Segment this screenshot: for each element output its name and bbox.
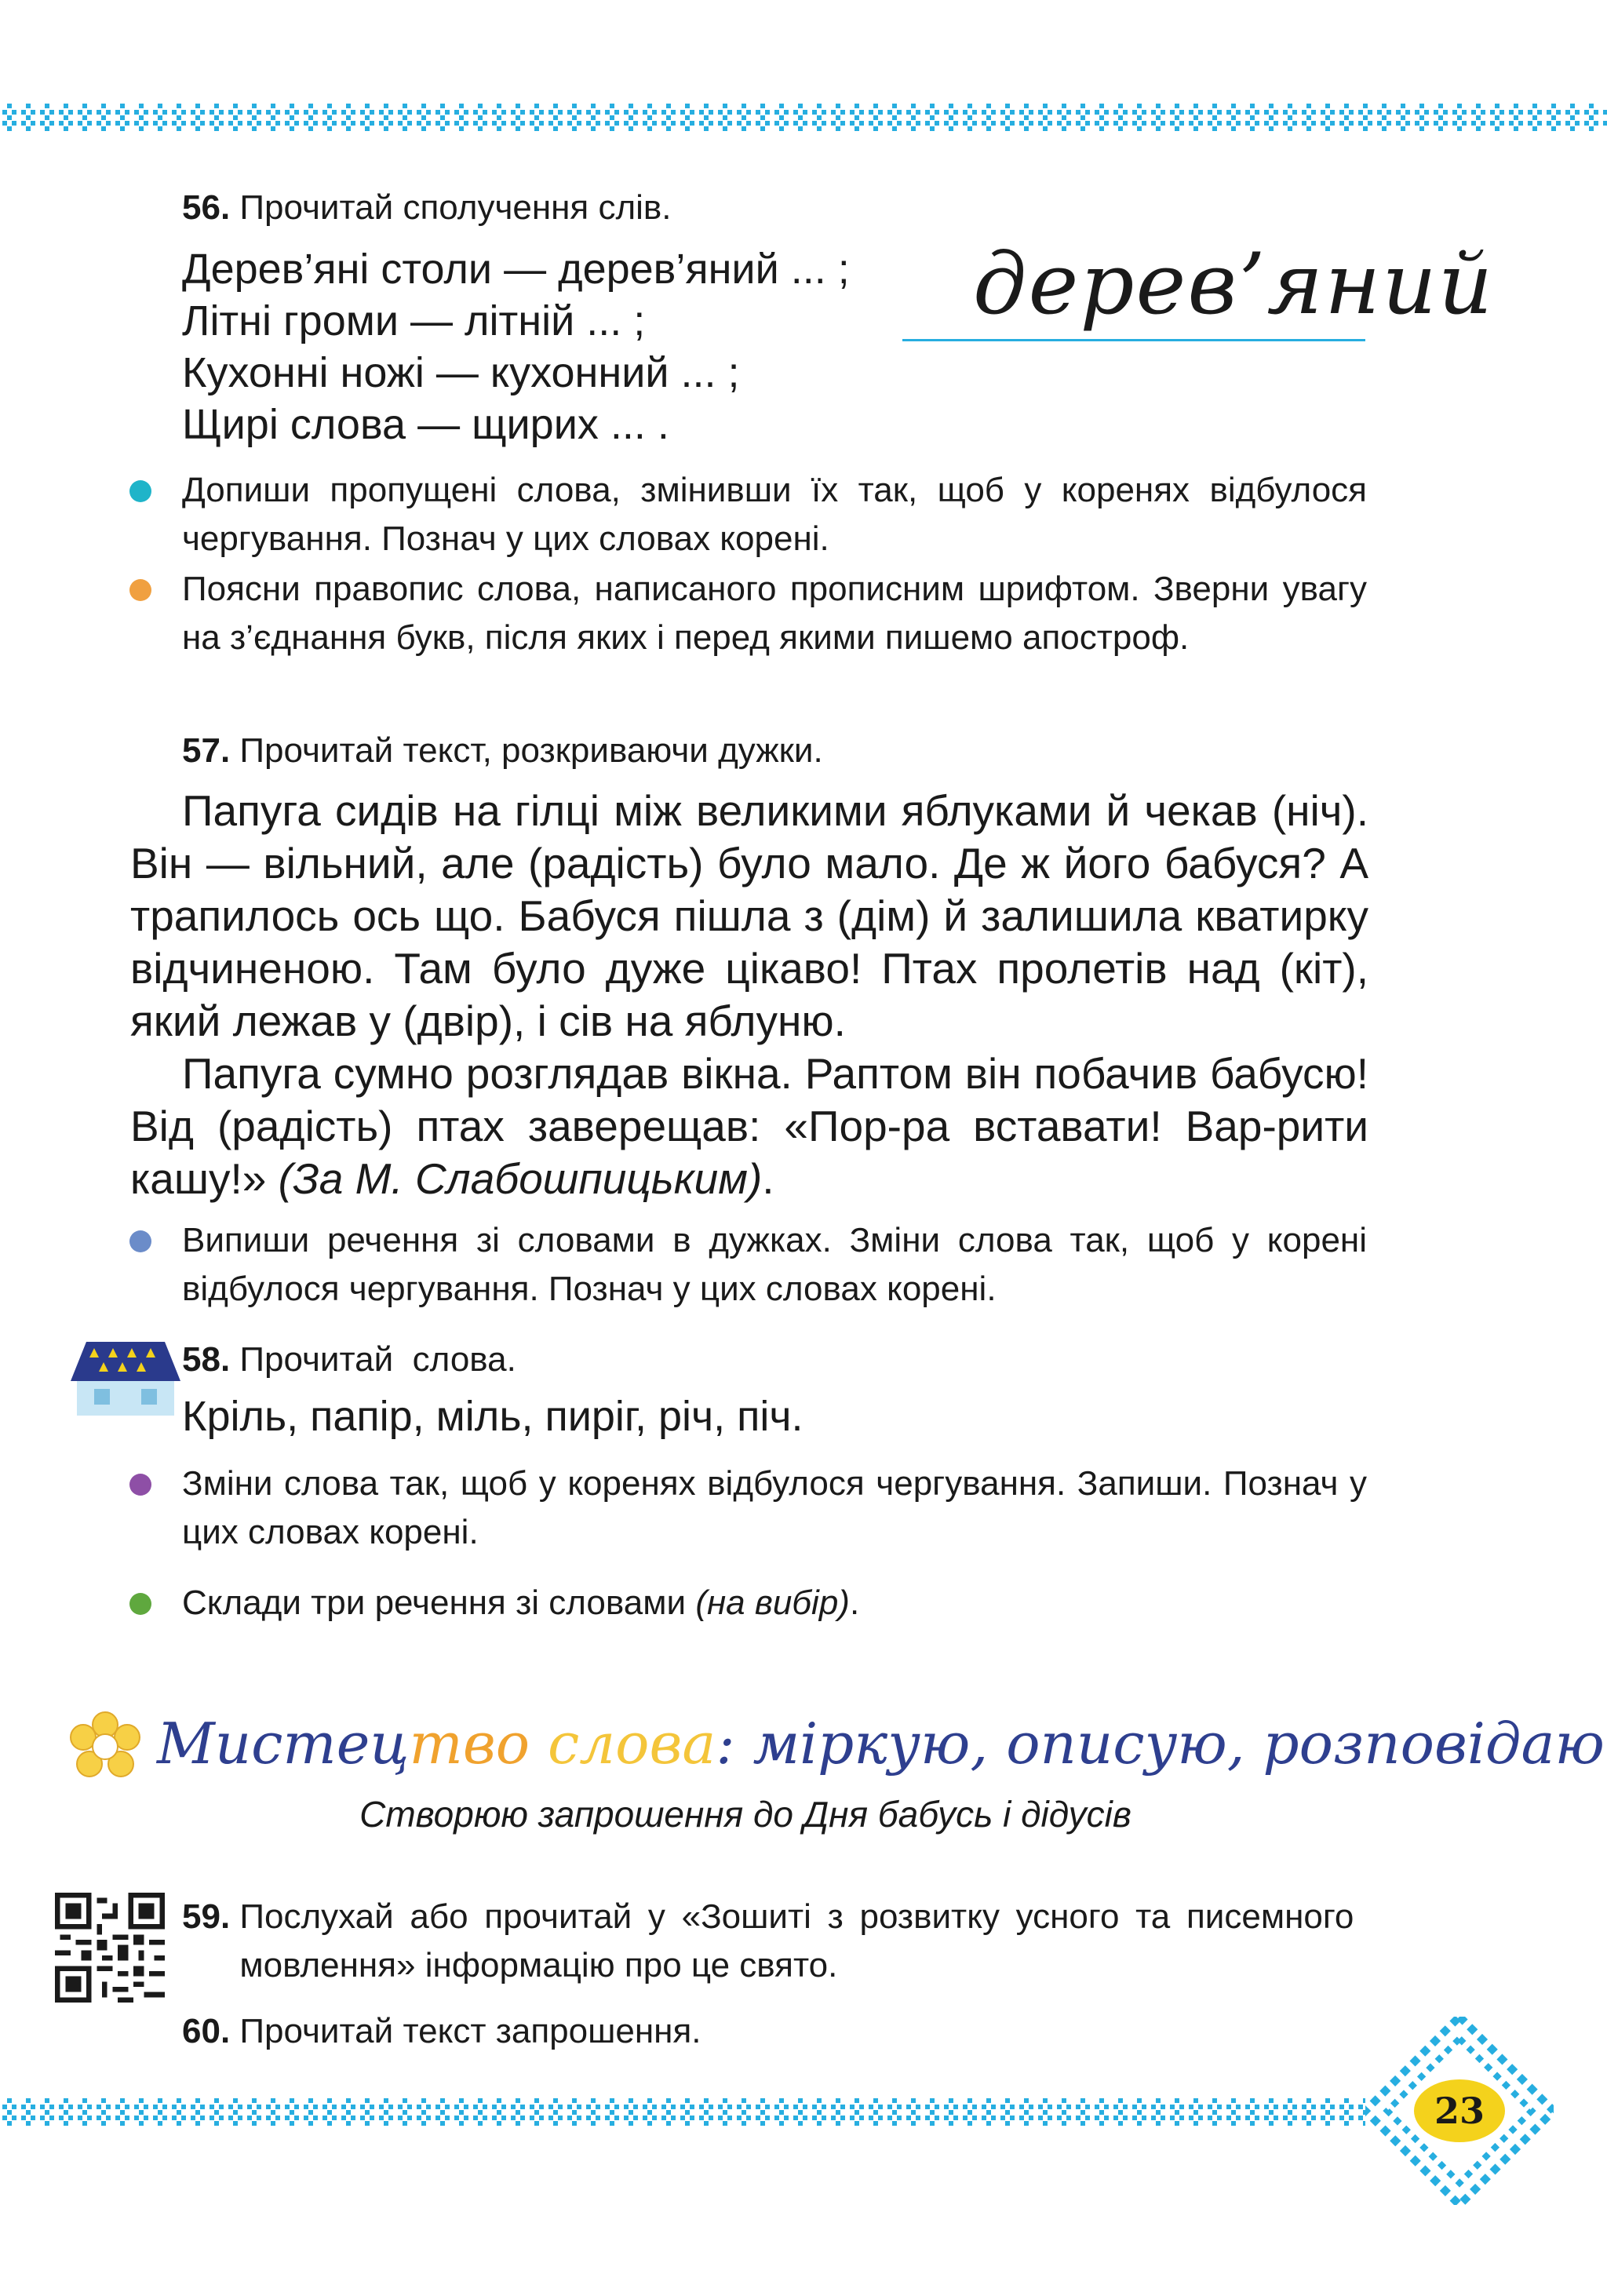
exercise-56-heading xyxy=(182,187,672,229)
exercise-title: Прочитай текст, розкриваючи дужки. xyxy=(239,731,823,770)
paragraph xyxy=(130,1048,1368,1205)
word-pair: Дерев’яні столи — дерев’яний ... ; xyxy=(182,246,850,293)
task-text-main: Склади три речення зі словами xyxy=(182,1584,696,1622)
exercise-title: Прочитай текст запрошення. xyxy=(239,2012,701,2050)
task-text xyxy=(182,1579,1367,1627)
writing-line xyxy=(902,339,1365,341)
section-subtitle: Створюю запрошення до Дня бабусь і дідусів xyxy=(359,1794,1131,1835)
word-pair: Кухонні ножі — кухонний ... ; xyxy=(182,349,740,396)
qr-code-icon[interactable] xyxy=(55,1893,165,2003)
task-text: Поясни правопис слова, написаного прописним шрифтом. Зверни увагу на з’єднання букв, після яких і перед якими пишемо апостроф. xyxy=(182,570,1367,657)
task-bullet-purple xyxy=(129,1474,151,1496)
exercise-59 xyxy=(182,1893,1354,1990)
title-part: слова xyxy=(530,1711,716,1777)
word-pairs-list xyxy=(182,243,850,450)
exercise-text: Послухай або прочитай у «Зошиті з розвитку усного та писемного мовлення» інформацію про це свято. xyxy=(239,1897,1354,1984)
cursive-sample-word: дерев’яний xyxy=(973,235,1495,333)
word-pair: Літні громи — літній ... ; xyxy=(182,297,646,344)
page-number: 23 xyxy=(1434,2090,1485,2132)
exercise-number: 56. xyxy=(182,188,231,227)
punctuation: . xyxy=(849,1584,860,1622)
word-list xyxy=(182,1390,804,1442)
house-icon xyxy=(71,1342,180,1420)
exercise-title: Прочитай слова. xyxy=(239,1340,516,1379)
task-text: Випиши речення зі словами в дужках. Зміни слова так, щоб у корені відбулося чергування. Познач у цих словах корені. xyxy=(182,1221,1367,1308)
exercise-58-heading xyxy=(182,1339,516,1381)
top-ornament-border xyxy=(0,100,1607,135)
title-part: Мистец xyxy=(157,1711,410,1777)
task-text: Допиши пропущені слова, змінивши їх так, щоб у коренях відбулося чергування. Познач у цих словах корені. xyxy=(182,471,1367,558)
task-bullet-orange xyxy=(129,579,151,601)
exercise-60-heading xyxy=(182,2010,701,2053)
words: Кріль, папір, міль, пиріг, річ, піч. xyxy=(182,1393,804,1440)
task-bullet-blue xyxy=(129,1230,151,1252)
title-part: тво xyxy=(409,1711,530,1777)
title-part: : міркую, описую, розповідаю xyxy=(716,1711,1605,1777)
exercise-title: Прочитай сполучення слів. xyxy=(239,188,672,227)
exercise-57-heading xyxy=(182,730,823,772)
punctuation: . xyxy=(762,1154,774,1203)
paragraph-text: Папуга сумно розглядав вікна. Раптом він побачив бабусю! Від (радість) птах заверещав: «Пор-ра вставати! Вар-рити кашу!» xyxy=(130,1049,1368,1203)
task-bullet-teal xyxy=(129,480,151,502)
task-bullet-green xyxy=(129,1593,151,1615)
paragraph: Папуга сидів на гілці між великими яблуками й чекав (ніч). Він — вільний, але (радість) було мало. Де ж його бабуся? А трапилось ось що. Бабуся пішла з (дім) й залишила кватирку відчиненою. Там було дуже цікаво! Птах пролетів над (кіт), який лежав у (двір), і сів на яблуню. xyxy=(130,786,1368,1045)
task-note: (на вибір) xyxy=(695,1584,850,1622)
exercise-number: 58. xyxy=(182,1340,231,1379)
exercise-number: 60. xyxy=(182,2012,231,2050)
word-pair: Щирі слова — щирих ... . xyxy=(182,401,669,448)
flower-icon xyxy=(66,1709,144,1788)
bottom-ornament-border xyxy=(0,2095,1365,2130)
story-text xyxy=(130,785,1368,1205)
task-text: Зміни слова так, щоб у коренях відбулося чергування. Запиши. Познач у цих словах корені. xyxy=(182,1464,1367,1551)
section-title xyxy=(157,1711,1605,1777)
exercise-number: 57. xyxy=(182,731,231,770)
exercise-number: 59. xyxy=(182,1897,231,1936)
source-attribution: (За М. Слабошпицьким) xyxy=(278,1154,763,1203)
